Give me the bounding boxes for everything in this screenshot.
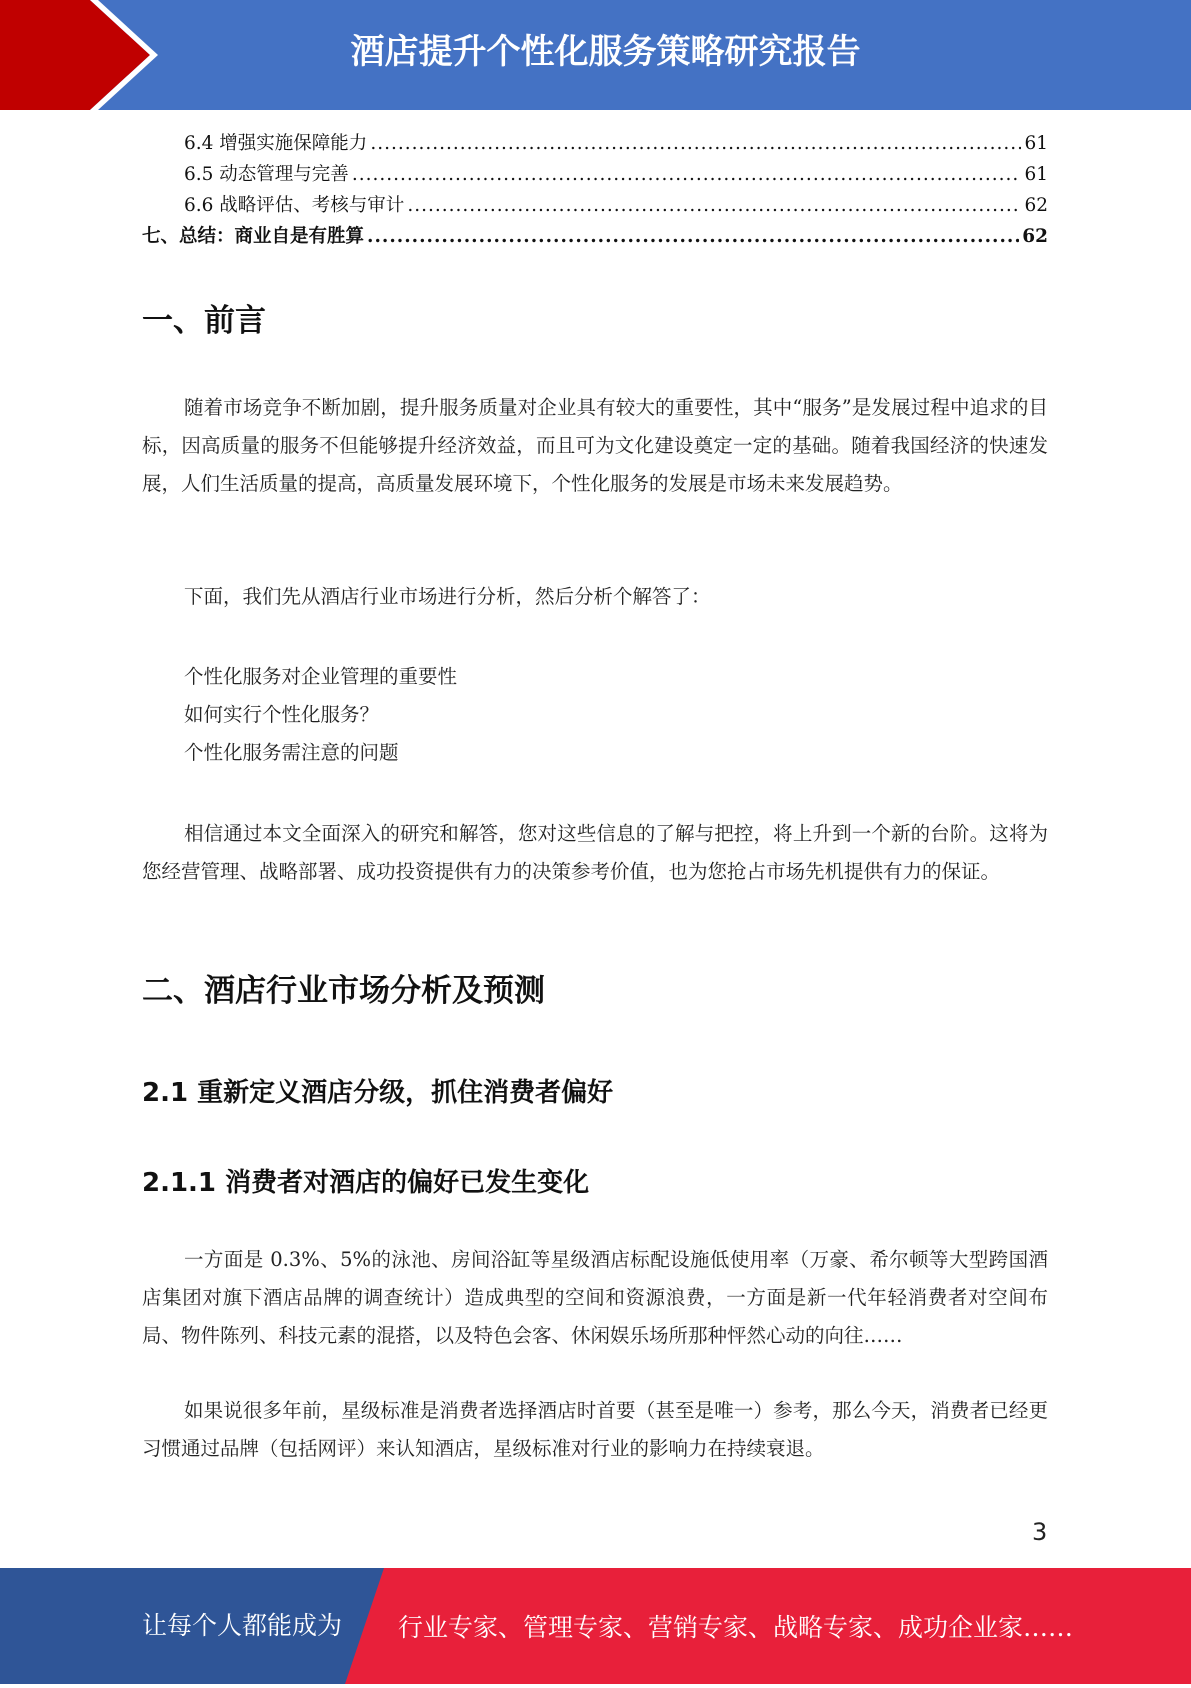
page-number: 3 [1032,1518,1048,1546]
toc-leader [352,164,1022,185]
preface-paragraph-3: 相信通过本文全面深入的研究和解答，您对这些信息的了解与把控，将上升到一个新的台阶。这将为您经营管理、战略部署、成功投资提供有力的决策参考价值，也为您抢占市场先机提供有力的保证。 [142,822,1048,883]
list-item: 个性化服务对企业管理的重要性 [184,665,458,688]
toc-entry-page: 61 [1024,133,1048,154]
toc-entry-title: 6.4 增强实施保障能力 [184,133,368,154]
report-title: 酒店提升个性化服务策略研究报告 [350,32,861,72]
section-heading-preface: 一、前言 [142,303,266,339]
market-paragraph-1: 一方面是 0.3%、5%的泳池、房间浴缸等星级酒店标配设施低使用率（万豪、希尔顿等大型跨国酒店集团对旗下酒店品牌的调查统计）造成典型的空间和资源浪费，一方面是新一代年轻消费者对空间布局、物件陈列、科技元素的混搭，以及特色会客、休闲娱乐场所那种怦然心动的向往…… [142,1248,1048,1347]
toc-entry[interactable] [142,160,1048,191]
preface-paragraph-2: 下面，我们先从酒店行业市场进行分析，然后分析个解答了： [184,585,711,608]
list-item: 如何实行个性化服务？ [184,703,380,726]
toc-leader [367,226,1019,247]
page-header [0,0,1191,110]
toc-entry-title: 七、总结：商业自是有胜算 [142,226,365,247]
subsection-heading-2-1: 2.1 重新定义酒店分级，抓住消费者偏好 [142,1078,614,1108]
toc-entry-page: 62 [1022,226,1048,247]
toc-entry-title: 6.5 动态管理与完善 [184,164,349,185]
toc-entry[interactable] [142,129,1048,160]
toc-leader [370,133,1021,154]
subsection-heading-2-1-1: 2.1.1 消费者对酒店的偏好已发生变化 [142,1168,590,1198]
preface-paragraph-1: 随着市场竞争不断加剧，提升服务质量对企业具有较大的重要性，其中“服务”是发展过程中追求的目标，因高质量的服务不但能够提升经济效益，而且可为文化建设奠定一定的基础。随着我国经济的快速发展，人们生活质量的提高，高质量发展环境下，个性化服务的发展是市场未来发展趋势。 [142,396,1048,495]
market-paragraph-2: 如果说很多年前，星级标准是消费者选择酒店时首要（甚至是唯一）参考，那么今天，消费者已经更习惯通过品牌（包括网评）来认知酒店，星级标准对行业的影响力在持续衰退。 [142,1399,1048,1460]
list-item: 个性化服务需注意的问题 [184,741,399,764]
toc-entry-title: 6.6 战略评估、考核与审计 [184,195,405,216]
footer-slogan-lead: 让每个人都能成为 [142,1611,343,1640]
toc-entry[interactable] [142,222,1048,253]
toc-entry-page: 62 [1024,195,1048,216]
toc-leader [407,195,1021,216]
table-of-contents [142,129,1048,253]
footer-slogan-roles: 行业专家、管理专家、营销专家、战略专家、成功企业家…… [398,1613,1074,1642]
section-heading-market: 二、酒店行业市场分析及预测 [142,973,545,1009]
toc-entry-page: 61 [1024,164,1048,185]
page-footer [0,1568,1191,1684]
toc-entry[interactable] [142,191,1048,222]
